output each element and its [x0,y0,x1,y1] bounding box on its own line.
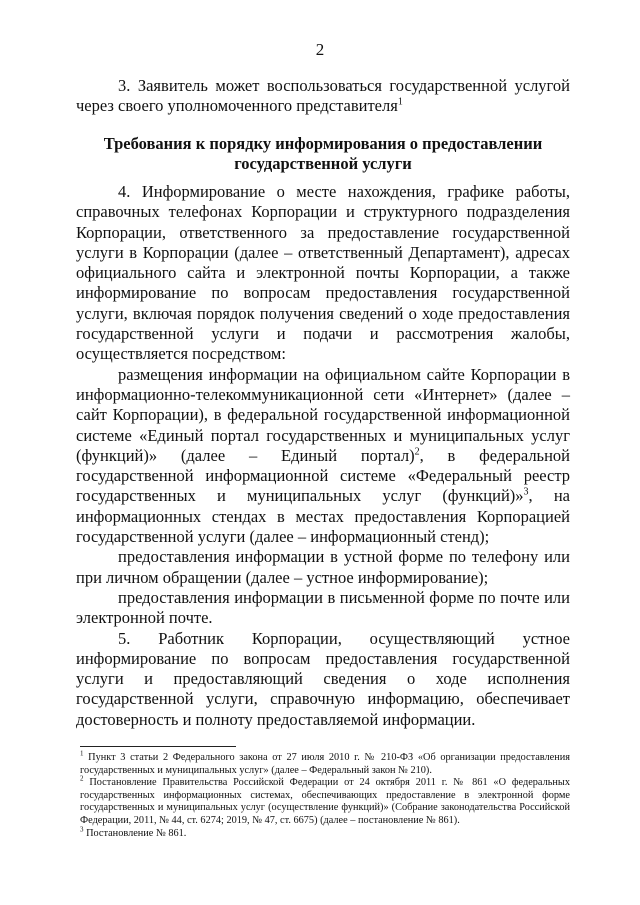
footnotes [80,749,570,840]
footnote-3-mark: 3 [80,825,84,834]
section-heading [76,134,570,174]
footnote-ref-3: 3 [523,486,529,498]
footnote-3 [80,825,570,841]
page-number: 2 [315,40,325,59]
footnote-2-mark: 2 [80,774,84,783]
footnote-2-text: Постановление Правительства Российской Федерации от 24 октября 2011 г. № 861 «О федеральных государственных информационных системах, обеспечивающих предоставление в электронной форме государственных и муниципальных услуг (осуществление функций)» (Собрание законодательства Российской Федерации, 2011, № 44, ст. 6274; 2019, № 47, ст. 6675) (далее – постановление № 861). [80,777,570,826]
paragraph-4-item-3: предоставления информации в письменной форме по почте или электронной почте. [76,587,570,628]
item-1-part-c: , на информационных стендах в местах предоставления Корпорацией государственной услуги (далее – информационный стенд); [76,486,570,547]
paragraph-3-text: 3. Заявитель может воспользоваться государственной услугой через своего уполномоченного представителя [76,76,570,116]
footnote-ref-1: 1 [397,96,403,108]
item-1-part-b: , в федеральной государственной информационной системе «Федеральный реестр государственных и муниципальных услуг (функций)» [76,445,570,506]
paragraph-5: 5. Работник Корпорации, осуществляющий устное информирование по вопросам предоставления государственной услуги и предоставляющий сведения о ходе исполнения государственной услуги, справочную информацию, обеспечивает достоверность и полноту предоставляемой информации. [76,628,570,729]
footnote-ref-2: 2 [414,446,420,458]
footnote-2 [80,774,570,827]
footnote-1-text: Пункт 3 статьи 2 Федерального закона от 27 июля 2010 г. № 210-ФЗ «Об организации предоставления государственных и муниципальных услуг» (далее – Федеральный закон № 210). [80,752,570,776]
section-body [76,182,570,730]
section-heading-line-1: Требования к порядку информирования о предоставлении [103,134,543,153]
footnote-1 [80,749,570,777]
item-1-part-a: размещения информации на официальном сайте Корпорации в информационно-телекоммуникационной сети «Интернет» (далее – сайт Корпорации), в федеральной государственной информационной системе «Единый портал государственных и муниципальных услуг (функций)» (далее – Единый портал) [76,364,570,465]
section-heading-line-2: государственной услуги [234,154,412,173]
paragraph-4-intro: 4. Информирование о месте нахождения, графике работы, справочных телефонах Корпорации и структурного подразделения Корпорации, ответственного за предоставление государственной услуги в Корпорации (далее – ответственный Департамент), адресах официального сайта и электронной почты Корпорации, а также информирование по вопросам предоставления государственной услуги, включая порядок получения сведений о ходе предоставления государственной услуги и подачи и рассмотрения жалобы, осуществляется посредством: [76,182,570,364]
paragraph-3 [76,76,570,117]
footnote-3-text: Постановление № 861. [83,827,187,839]
footnote-divider [80,746,236,747]
footnote-1-mark: 1 [80,749,84,758]
paragraph-4-item-2: предоставления информации в устной форме по телефону или при личном обращении (далее – устное информирование); [76,547,570,587]
paragraph-4-item-1 [76,365,570,548]
